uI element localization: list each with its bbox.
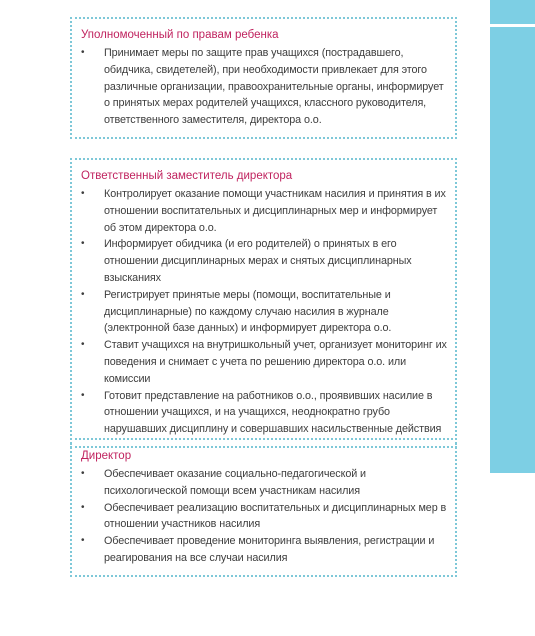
section-title: Директор [81,450,132,462]
item-text: Обеспечивает реализацию воспитательных и дисциплинарных мер в отношении участников насилия [104,501,447,531]
list-item [81,236,449,286]
section-box-director [70,438,457,577]
item-list [81,45,449,129]
bullet-icon: • [81,468,85,479]
list-item [81,388,449,438]
side-tab [490,27,535,473]
item-text: Принимает меры по защите прав учащихся (пострадавшего, обидчика, свидетелей), при необходимости привлекает для этого различные организации, правоохранительные органы, информирует о принятых мерах родителей учащихся, классного руководителя, ответственного заместителя, директора о.о. [104,47,444,127]
item-text: Обеспечивает проведение мониторинга выявления, регистрации и реагирования на все случаи насилия [104,535,435,564]
list-item [81,533,449,567]
side-tab-top [490,0,535,24]
bullet-icon: • [81,188,85,199]
bullet-icon: • [81,238,85,250]
bullet-icon: • [81,288,85,300]
bullet-icon: • [81,47,85,58]
bullet-icon: • [81,501,85,513]
item-text: Обеспечивает оказание социально-педагогической и психологической помощи всем участникам насилия [104,468,366,497]
section-title: Уполномоченный по правам ребенка [81,29,279,41]
item-list [81,466,449,567]
bullet-icon: • [81,339,85,351]
item-text: Информирует обидчика (и его родителей) о принятых в его отношении дисциплинарных мерах и снятых дисциплинарных взысканиях [104,238,412,284]
list-item [81,500,449,534]
item-list [81,186,449,438]
section-title: Ответственный заместитель директора [81,170,293,182]
list-item [81,186,449,236]
item-text: Регистрирует принятые меры (помощи, воспитательные и дисциплинарные) по каждому случаю насилия в журнале (электронной базе данных) и информирует директора о.о. [104,288,392,335]
item-text: Ставит учащихся на внутришкольный учет, организует мониторинг их поведения и снимает с учета по решению директора о.о. или комиссии [104,339,447,385]
section-box-child-rights-ombudsman [70,17,457,139]
section-box-deputy-director [70,158,457,448]
list-item [81,337,449,387]
item-text: Готовит представление на работников о.о., проявивших насилие в отношении учащихся, и на учащихся, неоднократно грубо нарушавших дисциплину и совершавших насильственные действия [104,389,442,436]
bullet-icon: • [81,389,85,401]
list-item [81,287,449,337]
list-item [81,45,449,129]
bullet-icon: • [81,535,85,547]
list-item [81,466,449,500]
item-text: Контролирует оказание помощи участникам насилия и принятия в их отношении воспитательных и дисциплинарных мер и информирует об этом директора о.о. [104,188,446,234]
